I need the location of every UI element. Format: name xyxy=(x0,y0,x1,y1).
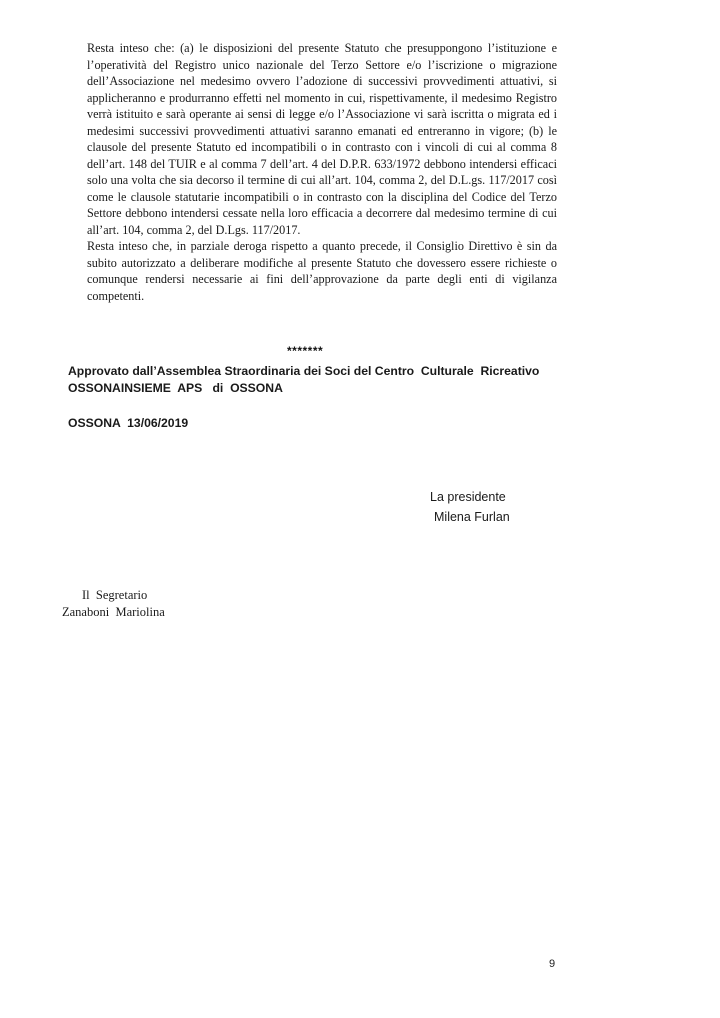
secretary-name: Zanaboni Mariolina xyxy=(62,605,165,619)
approval-statement xyxy=(68,363,628,397)
president-signature-block xyxy=(430,487,510,527)
section-separator: ******* xyxy=(287,344,324,358)
president-name: Milena Furlan xyxy=(434,510,510,524)
approval-line: OSSONAINSIEME APS di OSSONA xyxy=(68,381,283,395)
statute-body-text xyxy=(87,40,557,304)
secretary-signature-block xyxy=(62,587,165,621)
page-number: 9 xyxy=(549,958,556,970)
place-and-date: OSSONA 13/06/2019 xyxy=(68,416,189,430)
secretary-role: Il Segretario xyxy=(82,588,148,602)
paragraph-board-authorization: Resta inteso che, in parziale deroga rispetto a quanto precede, il Consiglio Direttivo è sin da subito autorizzato a deliberare modifiche al presente Statuto che dovessero essere richieste o comunque rendersi necessarie ai fini dell’approvazione da parte degli enti di vigilanza competenti. xyxy=(87,239,557,303)
president-role: La presidente xyxy=(430,490,506,504)
paragraph-transitional-provisions: Resta inteso che: (a) le disposizioni del presente Statuto che presuppongono l’istituzione e l’operatività del Registro unico nazionale del Terzo Settore e/o l’iscrizione o migrazione dell’Associazione nel medesimo ovvero l’adozione di successivi provvedimenti attuativi, si applicheranno e produrranno effetti nel momento in cui, rispettivamente, il medesimo Registro verrà istituito e sarà operante ai sensi di legge e/o l’Associazione vi sarà iscritta o migrata ed i medesimi successivi provvedimenti attuativi saranno emanati ed entreranno in vigore; (b) le clausole del presente Statuto ed incompatibili o in contrasto con i vincoli di cui al comma 8 dell’art. 148 del TUIR e al comma 7 dell’art. 4 del D.P.R. 633/1972 debbono intendersi efficaci solo una volta che sia decorso il termine di cui all’art. 104, comma 2, del D.L.gs. 117/2017 così come le clausole statutarie incompatibili o in contrasto con la disciplina del Codice del Terzo Settore debbono intendersi cessate nella loro efficacia a decorrere dal medesimo termine di cui all’art. 104, comma 2, del D.Lgs. 117/2017. xyxy=(87,41,557,237)
approval-line: Approvato dall’Assemblea Straordinaria dei Soci del Centro Culturale Ricreativo xyxy=(68,364,540,378)
